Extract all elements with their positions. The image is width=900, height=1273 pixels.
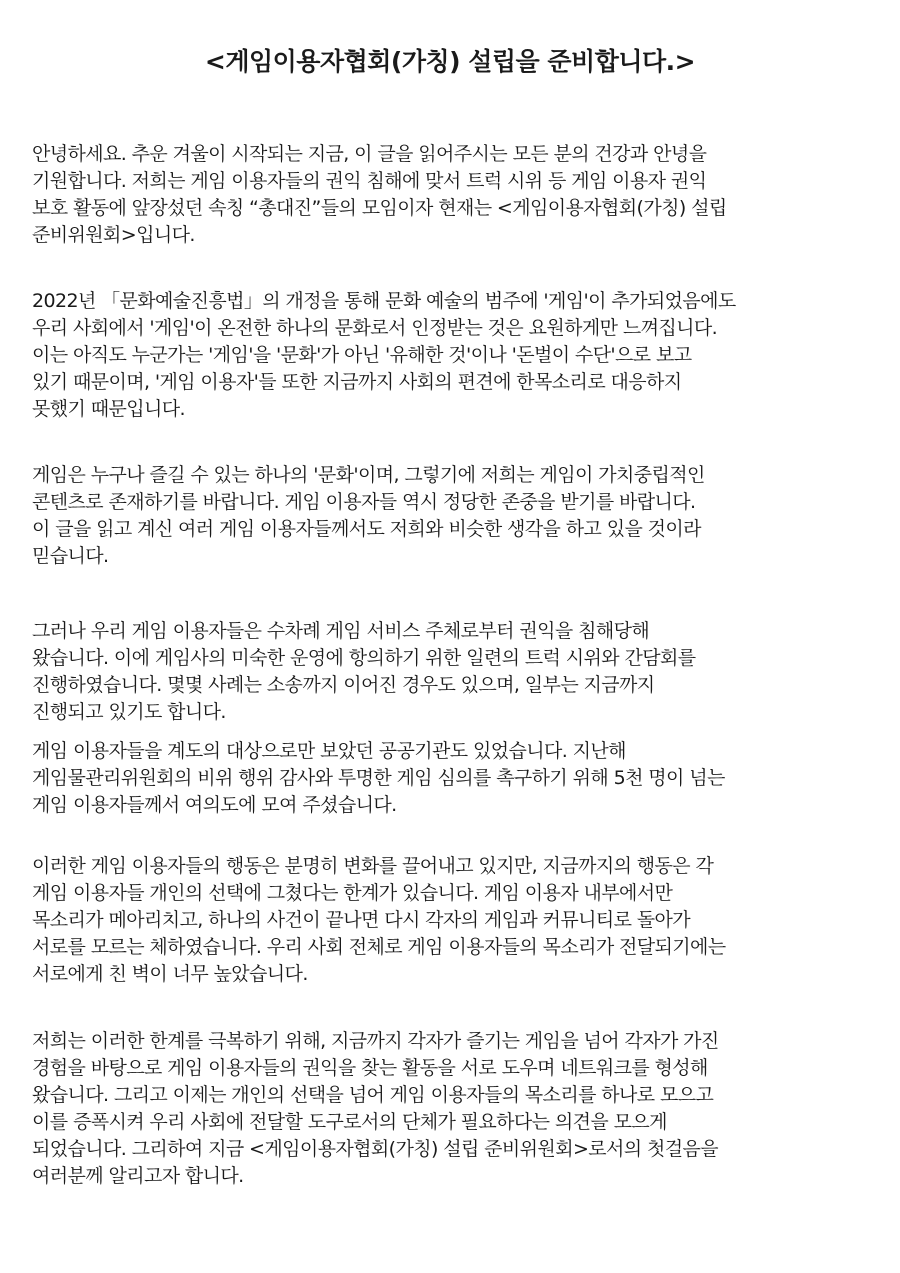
paragraph-limitations — [32, 853, 868, 988]
paragraph-line: 저희는 이러한 한계를 극복하기 위해, 지금까지 각자가 즐기는 게임을 넘어 각자가 가진 — [32, 1030, 719, 1052]
paragraph-line: 2022년 「문화예술진흥법」의 개정을 통해 문화 예술의 범주에 '게임'이 추가되었음에도 — [32, 290, 736, 312]
paragraph-greeting — [32, 141, 868, 249]
paragraph-game-as-culture — [32, 462, 868, 570]
paragraph-line: 경험을 바탕으로 게임 이용자들의 권익을 찾는 활동을 서로 도우며 네트워크를 형성해 — [32, 1057, 708, 1079]
paragraph-line: 못했기 때문입니다. — [32, 398, 185, 420]
paragraph-line: 목소리가 메아리치고, 하나의 사건이 끝나면 다시 각자의 게임과 커뮤니티로 돌아가 — [32, 909, 691, 931]
paragraph-line: 이는 아직도 누군가는 '게임'을 '문화'가 아닌 '유해한 것'이나 '돈벌이 수단'으로 보고 — [32, 344, 692, 366]
paragraph-line: 게임 이용자들 개인의 선택에 그쳤다는 한계가 있습니다. 게임 이용자 내부에서만 — [32, 882, 673, 904]
document-title: <게임이용자협회(가칭) 설립을 준비합니다.> — [204, 47, 696, 76]
paragraph-line: 이를 증폭시켜 우리 사회에 전달할 도구로서의 단체가 필요하다는 의견을 모으게 — [32, 1111, 667, 1133]
paragraph-culture-law — [32, 288, 868, 423]
paragraph-line: 콘텐츠로 존재하기를 바랍니다. 게임 이용자들 역시 정당한 존중을 받기를 바랍니다. — [32, 491, 696, 513]
paragraph-line: 진행하였습니다. 몇몇 사례는 소송까지 이어진 경우도 있으며, 일부는 지금까지 — [32, 674, 655, 696]
paragraph-line: 우리 사회에서 '게임'이 온전한 하나의 문화로서 인정받는 것은 요원하게만 느껴집니다. — [32, 317, 718, 339]
paragraph-line: 서로를 모르는 체하였습니다. 우리 사회 전체로 게임 이용자들의 목소리가 전달되기에는 — [32, 936, 726, 958]
paragraph-line: 되었습니다. 그리하여 지금 <게임이용자협회(가칭) 설립 준비위원회>로서의 첫걸음을 — [32, 1138, 718, 1160]
paragraph-public-institutions — [32, 738, 868, 819]
paragraph-line: 안녕하세요. 추운 겨울이 시작되는 지금, 이 글을 읽어주시는 모든 분의 건강과 안녕을 — [32, 143, 707, 165]
paragraph-line: 이러한 게임 이용자들의 행동은 분명히 변화를 끌어내고 있지만, 지금까지의 행동은 각 — [32, 855, 714, 877]
paragraph-line: 진행되고 있기도 합니다. — [32, 701, 226, 723]
paragraph-line: 준비위원회>입니다. — [32, 224, 195, 246]
paragraph-line: 왔습니다. 그리고 이제는 개인의 선택을 넘어 게임 이용자들의 목소리를 하나로 모으고 — [32, 1084, 714, 1106]
paragraph-rights-infringement — [32, 618, 868, 726]
paragraph-line: 여러분께 알리고자 합니다. — [32, 1165, 244, 1187]
paragraph-line: 그러나 우리 게임 이용자들은 수차례 게임 서비스 주체로부터 권익을 침해당해 — [32, 620, 650, 642]
paragraph-announcement — [32, 1028, 868, 1190]
paragraph-line: 이 글을 읽고 계신 여러 게임 이용자들께서도 저희와 비슷한 생각을 하고 있을 것이라 — [32, 518, 701, 540]
paragraph-line: 있기 때문이며, '게임 이용자'들 또한 지금까지 사회의 편견에 한목소리로 대응하지 — [32, 371, 682, 393]
paragraph-line: 믿습니다. — [32, 545, 109, 567]
paragraph-line: 게임 이용자들을 계도의 대상으로만 보았던 공공기관도 있었습니다. 지난해 — [32, 740, 626, 762]
paragraph-line: 게임은 누구나 즐길 수 있는 하나의 '문화'이며, 그렇기에 저희는 게임이 가치중립적인 — [32, 464, 705, 486]
paragraph-line: 게임물관리위원회의 비위 행위 감사와 투명한 게임 심의를 촉구하기 위해 5천 명이 넘는 — [32, 767, 725, 789]
paragraph-line: 기원합니다. 저희는 게임 이용자들의 권익 침해에 맞서 트럭 시위 등 게임 이용자 권익 — [32, 170, 707, 192]
paragraph-line: 보호 활동에 앞장섰던 속칭 “총대진”들의 모임이자 현재는 <게임이용자협회(가칭) 설립 — [32, 197, 727, 219]
paragraph-line: 서로에게 친 벽이 너무 높았습니다. — [32, 963, 308, 985]
paragraph-line: 게임 이용자들께서 여의도에 모여 주셨습니다. — [32, 794, 397, 816]
paragraph-line: 왔습니다. 이에 게임사의 미숙한 운영에 항의하기 위한 일련의 트럭 시위와 간담회를 — [32, 647, 696, 669]
